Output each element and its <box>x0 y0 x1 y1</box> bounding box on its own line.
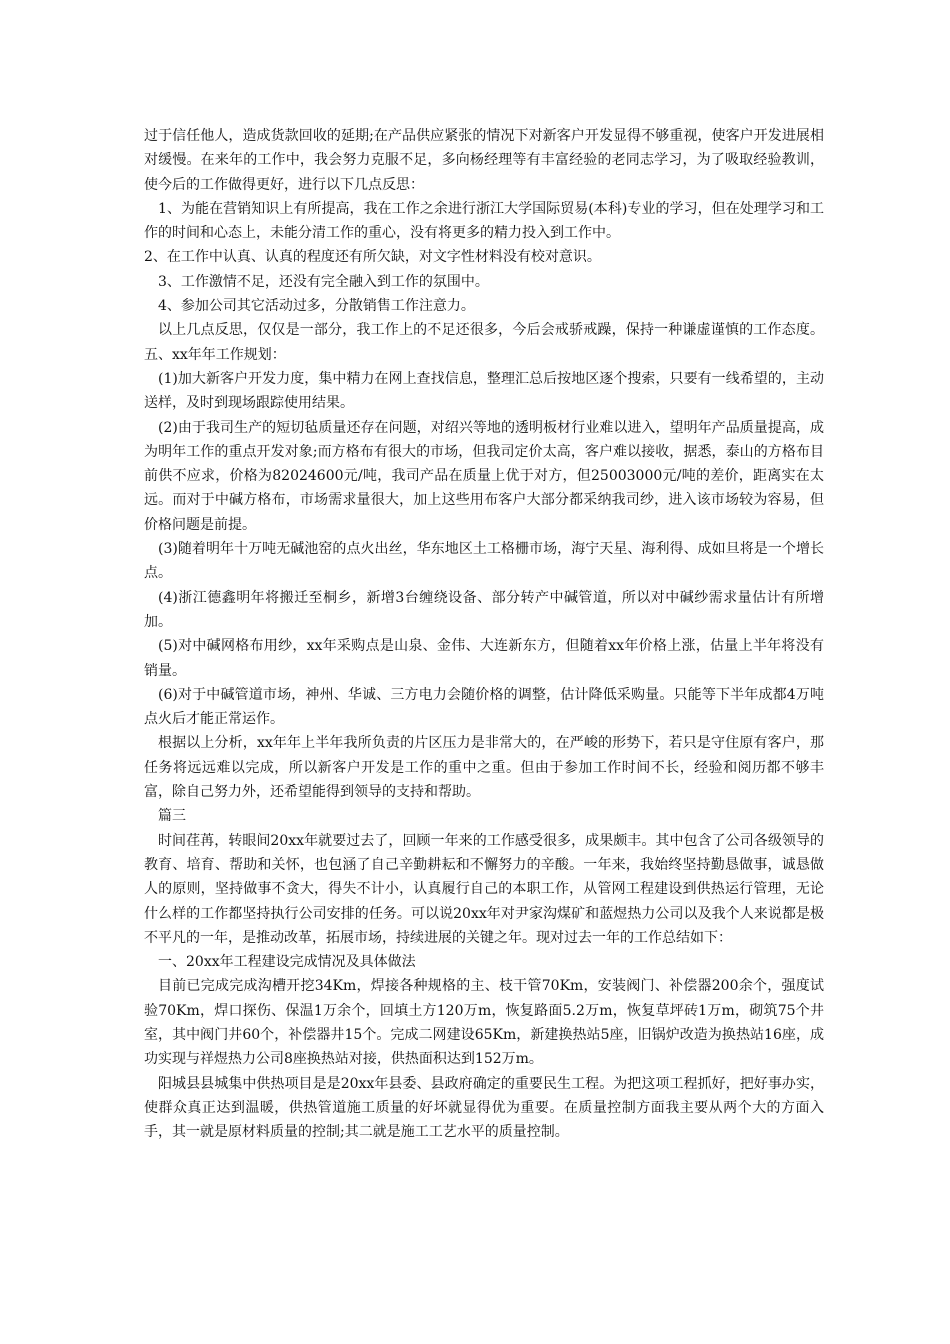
paragraph-4: 3、工作激情不足，还没有完全融入到工作的氛围中。 <box>158 273 489 290</box>
paragraph-17: 目前已完成完成沟槽开挖34Km，焊接各种规格的主、枝干管70Km，安装阀门、补偿器200余个，强度试验70Km，焊口探伤、保温1万余个，回填土方120万m，恢复路面5.2万m，恢复草坪砖1万m，砌筑75个井室，其中阀门井60个，补偿器井15个。完成二网建设65Km，新建换热站5座，旧锅炉改造为换热站16座，成功实现与祥煜热力公司8座换热站对接，供热面积达到152万m。 <box>144 978 824 1068</box>
document-body <box>144 124 824 1144</box>
paragraph-6: 以上几点反思，仅仅是一部分，我工作上的不足还很多，今后会戒骄戒躁，保持一种谦虚谨慎的工作态度。五、xx年年工作规划： <box>144 322 824 363</box>
section-heading-construction: 一、20xx年工程建设完成情况及具体做法 <box>158 954 416 971</box>
paragraph-11: (5)对中碱网格布用纱，xx年采购点是山泉、金伟、大连新东方，但随着xx年价格上涨，估量上半年将没有销量。 <box>144 638 824 679</box>
paragraph-1: 过于信任他人，造成货款回收的延期;在产品供应紧张的情况下对新客户开发显得不够重视，使客户开发进展相对缓慢。在来年的工作中，我会努力克服不足，多向杨经理等有丰富经验的老同志学习，为了吸取经验教训，使今后的工作做得更好，进行以下几点反思： <box>144 128 824 193</box>
paragraph-5: 4、参加公司其它活动过多，分散销售工作注意力。 <box>158 298 475 315</box>
paragraph-8: (2)由于我司生产的短切毡质量还存在问题，对绍兴等地的透明板材行业难以进入，望明年产品质量提高，成为明年工作的重点开发对象;而方格布有很大的市场，但我司定价太高，客户难以接收，据悉，泰山的方格布目前供不应求，价格为82024600元/吨，我司产品在质量上优于对方，但25003000元/吨的差价，距离实在太远。而对于中碱方格布，市场需求量很大，加上这些用布客户大部分都采纳我司纱，进入该市场较为容易，但价格问题是前提。 <box>144 419 824 533</box>
paragraph-13: 根据以上分析，xx年年上半年我所负责的片区压力是非常大的，在严峻的形势下，若只是守住原有客户，那任务将远远难以完成，所以新客户开发是工作的重中之重。但由于参加工作时间不长，经验和阅历都不够丰富，除自己努力外，还希望能得到领导的支持和帮助。 <box>144 735 824 801</box>
paragraph-9: (3)随着明年十万吨无碱池窑的点火出丝，华东地区土工格栅市场，海宁天星、海利得、成如旦将是一个增长点。 <box>144 541 824 582</box>
paragraph-18: 阳城县县城集中供热项目是是20xx年县委、县政府确定的重要民生工程。为把这项工程抓好，把好事办实，使群众真正达到温暖，供热管道施工质量的好坏就显得优为重要。在质量控制方面我主要从两个大的方面入手，其一就是原材料质量的控制;其二就是施工工艺水平的质量控制。 <box>144 1075 824 1141</box>
paragraph-15: 时间荏苒，转眼间20xx年就要过去了，回顾一年来的工作感受很多，成果颇丰。其中包含了公司各级领导的教育、培育、帮助和关怀，也包涵了自己辛勤耕耘和不懈努力的辛酸。一年来，我始终坚持勤恳做事，诚恳做人的原则，坚持做事不贪大，得失不计小，认真履行自己的本职工作，从管网工程建设到供热运行管理，无论什么样的工作都坚持执行公司安排的任务。可以说20xx年对尹家沟煤矿和蓝煜热力公司以及我个人来说都是极不平凡的一年，是推动改革，拓展市场，持续进展的关键之年。现对过去一年的工作总结如下： <box>144 832 824 946</box>
paragraph-2: 1、为能在营销知识上有所提高，我在工作之余进行浙江大学国际贸易(本科)专业的学习，但在处理学习和工作的时间和心态上，未能分清工作的重心，没有将更多的精力投入到工作中。 <box>144 200 824 242</box>
paragraph-10: (4)浙江德鑫明年将搬迁至桐乡，新增3台缠绕设备、部分转产中碱管道，所以对中碱纱需求量估计有所增加。 <box>144 589 824 630</box>
paragraph-12: (6)对于中碱管道市场，神州、华诚、三方电力会随价格的调整，估计降低采购量。只能等下半年成都4万吨点火后才能正常运作。 <box>144 686 824 728</box>
section-heading-part-three: 篇三 <box>158 808 186 825</box>
paragraph-7: (1)加大新客户开发力度，集中精力在网上查找信息，整理汇总后按地区逐个搜索，只要有一线希望的，主动送样，及时到现场跟踪使用结果。 <box>144 370 824 412</box>
paragraph-3: 2、在工作中认真、认真的程度还有所欠缺，对文字性材料没有校对意识。 <box>144 249 601 266</box>
